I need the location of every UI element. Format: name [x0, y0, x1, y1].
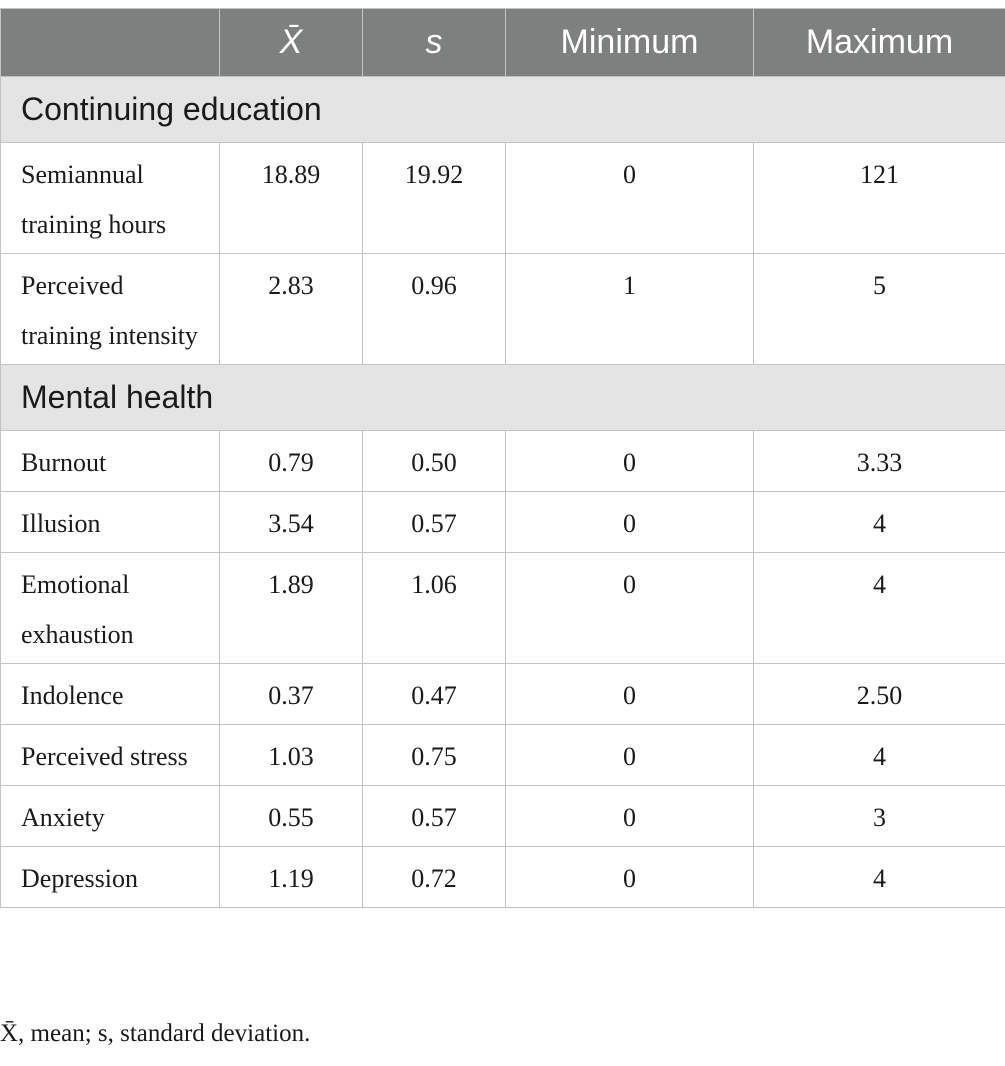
- cell-max: 4: [754, 847, 1005, 908]
- cell-mean: 18.89: [220, 143, 363, 254]
- cell-sd: 0.72: [363, 847, 506, 908]
- cell-mean: 2.83: [220, 254, 363, 365]
- table-footnote: X̄, mean; s, standard deviation.: [0, 1020, 311, 1047]
- cell-min: 0: [506, 553, 754, 664]
- table-row: [1, 492, 1005, 553]
- cell-sd: 0.96: [363, 254, 506, 365]
- row-label: Perceived training intensity: [1, 254, 220, 365]
- row-label: Depression: [1, 847, 220, 908]
- row-label: Illusion: [1, 492, 220, 553]
- header-sd: s: [363, 9, 506, 77]
- cell-max: 5: [754, 254, 1005, 365]
- header-row: [1, 9, 1005, 77]
- cell-mean: 1.19: [220, 847, 363, 908]
- row-label: Indolence: [1, 664, 220, 725]
- table-row: [1, 143, 1005, 254]
- cell-max: 2.50: [754, 664, 1005, 725]
- cell-max: 3.33: [754, 431, 1005, 492]
- cell-min: 0: [506, 431, 754, 492]
- cell-min: 0: [506, 492, 754, 553]
- cell-mean: 1.89: [220, 553, 363, 664]
- table-row: [1, 725, 1005, 786]
- cell-min: 0: [506, 664, 754, 725]
- section-title: Continuing education: [1, 77, 1005, 143]
- cell-max: 4: [754, 492, 1005, 553]
- table-row: [1, 847, 1005, 908]
- cell-min: 0: [506, 847, 754, 908]
- cell-sd: 1.06: [363, 553, 506, 664]
- row-label: Emotional exhaustion: [1, 553, 220, 664]
- row-label: Semiannual training hours: [1, 143, 220, 254]
- section-row: [1, 77, 1005, 143]
- section-row: [1, 365, 1005, 431]
- cell-sd: 0.47: [363, 664, 506, 725]
- header-minimum: Minimum: [506, 9, 754, 77]
- cell-mean: 0.55: [220, 786, 363, 847]
- cell-min: 0: [506, 786, 754, 847]
- table-body: [1, 77, 1005, 908]
- table-row: [1, 254, 1005, 365]
- table-row: [1, 553, 1005, 664]
- cell-sd: 0.50: [363, 431, 506, 492]
- cell-mean: 3.54: [220, 492, 363, 553]
- cell-max: 121: [754, 143, 1005, 254]
- cell-max: 4: [754, 553, 1005, 664]
- cell-mean: 0.79: [220, 431, 363, 492]
- descriptive-statistics-table: [0, 8, 1005, 908]
- cell-sd: 19.92: [363, 143, 506, 254]
- cell-sd: 0.57: [363, 786, 506, 847]
- section-title: Mental health: [1, 365, 1005, 431]
- header-blank: [1, 9, 220, 77]
- row-label: Anxiety: [1, 786, 220, 847]
- cell-min: 0: [506, 143, 754, 254]
- cell-min: 0: [506, 725, 754, 786]
- table-row: [1, 786, 1005, 847]
- cell-max: 3: [754, 786, 1005, 847]
- table-row: [1, 664, 1005, 725]
- cell-sd: 0.75: [363, 725, 506, 786]
- cell-mean: 1.03: [220, 725, 363, 786]
- cell-min: 1: [506, 254, 754, 365]
- header-maximum: Maximum: [754, 9, 1005, 77]
- row-label: Burnout: [1, 431, 220, 492]
- row-label: Perceived stress: [1, 725, 220, 786]
- header-mean: X̄: [220, 9, 363, 77]
- table-row: [1, 431, 1005, 492]
- table-header: [1, 9, 1005, 77]
- cell-sd: 0.57: [363, 492, 506, 553]
- cell-max: 4: [754, 725, 1005, 786]
- cell-mean: 0.37: [220, 664, 363, 725]
